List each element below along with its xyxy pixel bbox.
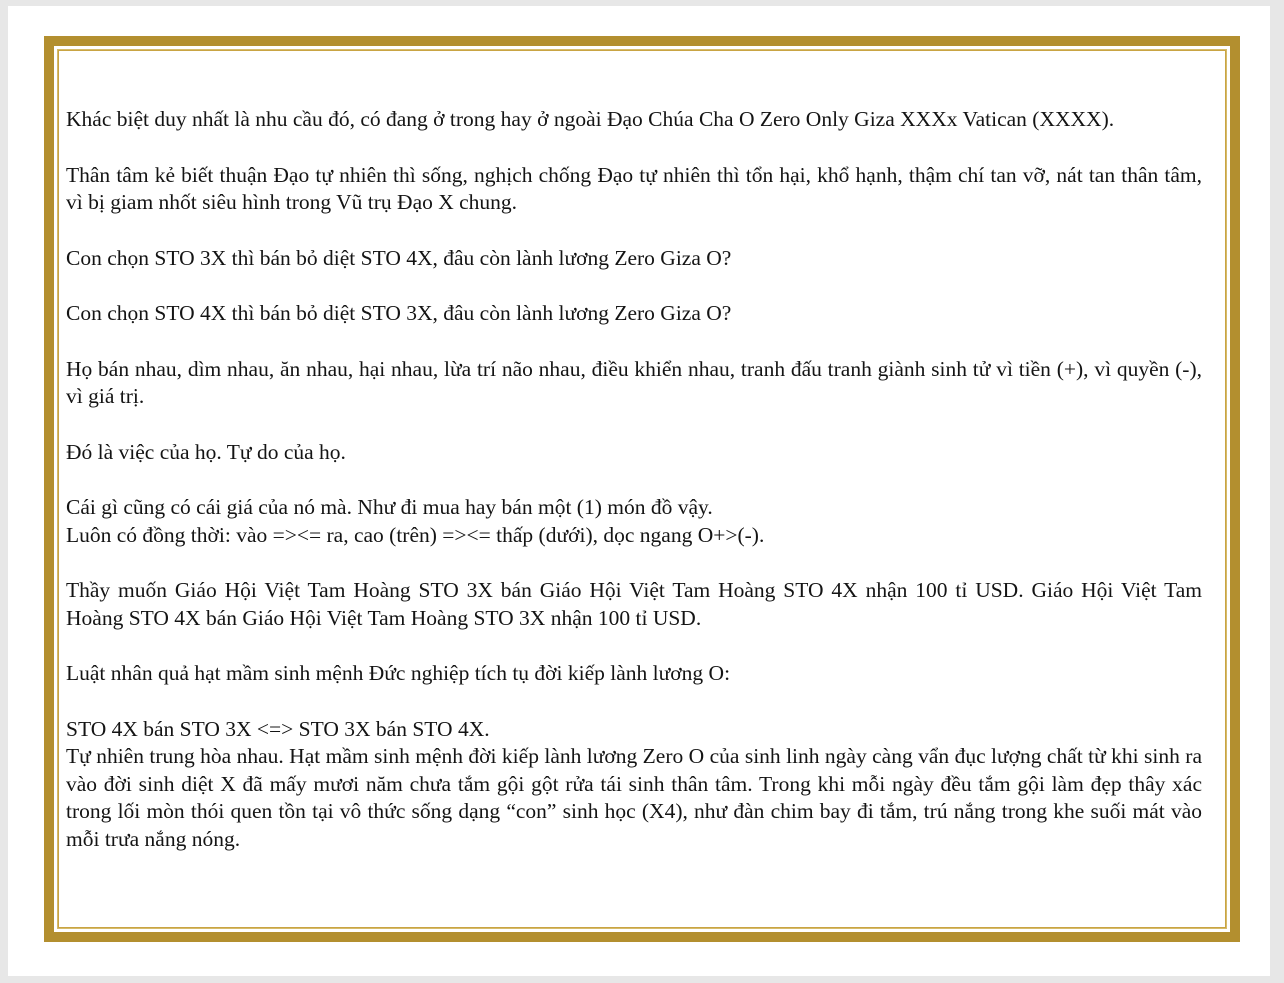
- paragraph-4: Con chọn STO 4X thì bán bỏ diệt STO 3X, đâu còn lành lương Zero Giza O?: [66, 301, 732, 325]
- paragraph-7-line-2: Luôn có đồng thời: vào =><= ra, cao (trên) =><= thấp (dưới), dọc ngang O+>(-).: [66, 522, 765, 547]
- paragraph-3: Con chọn STO 3X thì bán bỏ diệt STO 4X, đâu còn lành lương Zero Giza O?: [66, 245, 732, 270]
- document-body: [66, 106, 1202, 881]
- paragraph-2: Thân tâm kẻ biết thuận Đạo tự nhiên thì sống, nghịch chống Đạo tự nhiên thì tổn hại, khổ hạnh, thậm chí tan vỡ, nát tan thân tâm, vì bị giam nhốt siêu hình trong Vũ trụ Đạo X chung.: [66, 162, 1202, 214]
- paragraph-8: Thầy muốn Giáo Hội Việt Tam Hoàng STO 3X bán Giáo Hội Việt Tam Hoàng STO 4X nhận 100 tỉ USD. Giáo Hội Việt Tam Hoàng STO 4X bán Giáo Hội Việt Tam Hoàng STO 3X nhận 100 tỉ USD.: [66, 578, 1202, 630]
- paragraph-9: Luật nhân quả hạt mầm sinh mệnh Đức nghiệp tích tụ đời kiếp lành lương O:: [66, 661, 731, 685]
- paragraph-6: Đó là việc của họ. Tự do của họ.: [66, 439, 346, 464]
- paragraph-5: Họ bán nhau, dìm nhau, ăn nhau, hại nhau, lừa trí não nhau, điều khiển nhau, tranh đấu tranh giành sinh tử vì tiền (+), vì quyền (-), vì giá trị.: [66, 356, 1202, 408]
- paragraph-10: [66, 716, 1202, 854]
- paragraph-7: [66, 494, 1202, 549]
- paragraph-10-line-1: STO 4X bán STO 3X <=> STO 3X bán STO 4X.: [66, 716, 490, 741]
- paragraph-10-line-2: Tự nhiên trung hòa nhau. Hạt mầm sinh mệnh đời kiếp lành lương Zero O của sinh linh ngày càng vẩn đục lượng chất từ khi sinh ra vào đời sinh diệt X đã mấy mươi năm chưa tắm gội gột rửa tái sinh thân tâm. Trong khi mỗi ngày đều tắm gội làm đẹp thây xác trong lối mòn thói quen tồn tại vô thức sống dạng “con” sinh học (X4), như đàn chim bay đi tắm, trú nắng trong khe suối mát vào mỗi trưa nắng nóng.: [66, 744, 1202, 851]
- paragraph-7-line-1: Cái gì cũng có cái giá của nó mà. Như đi mua hay bán một (1) món đồ vậy.: [66, 495, 713, 519]
- paragraph-1: Khác biệt duy nhất là nhu cầu đó, có đang ở trong hay ở ngoài Đạo Chúa Cha O Zero Only Giza XXXx Vatican (XXXX).: [66, 107, 1115, 131]
